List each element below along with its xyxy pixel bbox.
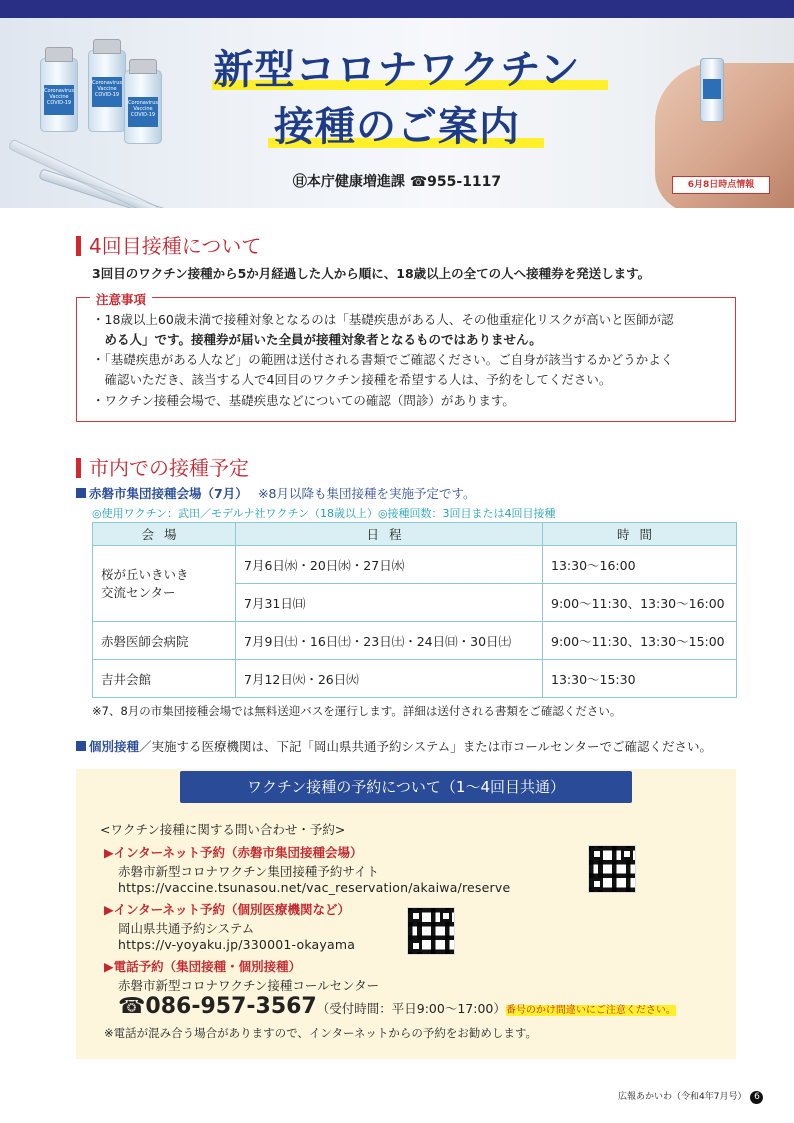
page-footer [618,1089,763,1104]
prefecture-system-url[interactable]: https://v-yoyaku.jp/330001-okayama [118,937,356,952]
notice-line: める人」です。接種券が届いた全員が接種対象者となるものではありません。 [92,332,542,347]
notice-line: ・「基礎疾患がある人など」の範囲は送付される書類でご確認ください。ご自身が該当するかどうかよく [92,352,674,367]
reservation-heading: ワクチン接種の予約について（1～4回目共通） [180,771,632,803]
inquiry-label: <ワクチン接種に関する問い合わせ・予約> [100,822,346,837]
page-title-line1: 新型コロナワクチン [213,47,581,93]
vaccine-vial-image: Coronavirus Vaccine COVID-19 [88,50,126,132]
reservation-footnote: ※電話が混み合う場合がありますので、インターネットからの予約をお勧めします。 [104,1026,537,1040]
phone-hours: （受付時間：平日9:00～17:00） [316,1001,506,1016]
group-site-url[interactable]: https://vaccine.tsunasou.net/vac_reservation/akaiwa/reserve [118,880,511,895]
vaccine-vial-image: Coronavirus Vaccine COVID-19 [40,58,78,132]
schedule-table [92,522,737,698]
prefecture-system-name: 岡山県共通予約システム [118,921,255,936]
table-row [93,546,737,584]
internet-reservation-clinic-label: ▶インターネット予約（個別医療機関など） [104,902,350,917]
dates-cell: 7月12日㈫・26日㈫ [236,660,543,698]
column-header: 会場 [93,523,236,546]
notice-line: ・18歳以上60歳未満で接種対象となるのは「基礎疾患がある人、その他重症化リスクが高いと医師が認 [92,312,674,327]
group-site-name: 赤磐市新型コロナワクチン集団接種予約サイト [118,864,380,879]
phone-reservation-label: ▶電話予約（集団接種・個別接種） [104,959,302,974]
department-contact: ㊐本庁健康増進課 ☎955-1117 [292,174,502,190]
page-number: 6 [750,1091,763,1104]
notice-line: 確認いただき、該当する人で4回目のワクチン接種を希望する人は、予約をしてください。 [92,372,612,387]
time-cell: 9:00～11:30、13:30～16:00 [543,584,737,622]
column-header: 日程 [236,523,543,546]
dates-cell: 7月6日㈬・20日㈬・27日㈬ [236,546,543,584]
internet-reservation-group-label: ▶インターネット予約（赤磐市集団接種会場） [104,845,363,860]
section-heading-city-schedule: 市内での接種予定 [76,452,249,481]
page-title-line2: 接種のご案内 [274,104,520,150]
dates-cell: 7月9日㈯・16日㈯・23日㈯・24日㈰・30日㈯ [236,622,543,660]
dates-cell: 7月31日㈰ [236,584,543,622]
individual-vaccination: 個別接種／実施する医療機関は、下記「岡山県共通予約システム」または市コールセンターでご確認ください。 [76,737,712,755]
table-note: ※7、8月の市集団接種会場では無料送迎バスを運行します。詳細は送付される書類をご確認ください。 [92,704,622,718]
notice-line: ・ワクチン接種会場で、基礎疾患などについての確認（問診）があります。 [92,393,515,408]
square-bullet-icon [76,741,86,751]
venue-cell: 赤磐医師会病院 [93,622,236,660]
square-bullet-icon [76,488,86,498]
column-header: 時間 [543,523,737,546]
venue-cell: 吉井会館 [93,660,236,698]
table-header-row [93,523,737,546]
vaccine-info: ◎使用ワクチン：武田／モデルナ社ワクチン（18歳以上）◎接種回数：3回目または4回目接種 [92,507,556,520]
subtitle-note: ※8月以降も集団接種を実施予定です。 [258,486,476,501]
heading-bar-icon [76,236,81,256]
vaccine-vial-image: Coronavirus Vaccine COVID-19 [124,70,162,144]
qr-code-icon[interactable] [588,845,636,893]
publication-name: 広報あかいわ（令和4年7月号） [618,1092,747,1102]
section-heading-4th-dose: 4回目接種について [76,230,261,259]
call-center-name: 赤磐市新型コロナワクチン接種コールセンター [118,978,380,993]
section-lead: 3回目のワクチン接種から5か月経過した人から順に、18歳以上の全ての人へ接種券を発送します。 [92,266,651,281]
top-band [0,0,794,18]
table-row [93,622,737,660]
venue-cell: 桜が丘いきいき 交流センター [93,546,236,622]
heading-bar-icon [76,458,81,478]
group-vaccination-subtitle: 赤磐市集団接種会場（7月） ※8月以降も集団接種を実施予定です。 [76,484,476,502]
phone-warning: 番号のかけ間違いにご注意ください。 [505,1005,676,1016]
phone-number[interactable]: ☎086-957-3567（受付時間：平日9:00～17:00）番号のかけ間違いにご注意ください。 [118,994,676,1019]
time-cell: 13:30～15:30 [543,660,737,698]
qr-code-icon[interactable] [407,907,455,955]
date-badge: 6月8日時点情報 [672,176,770,194]
time-cell: 13:30～16:00 [543,546,737,584]
table-row [93,660,737,698]
time-cell: 9:00～11:30、13:30～15:00 [543,622,737,660]
notice-title: 注意事項 [90,290,152,308]
